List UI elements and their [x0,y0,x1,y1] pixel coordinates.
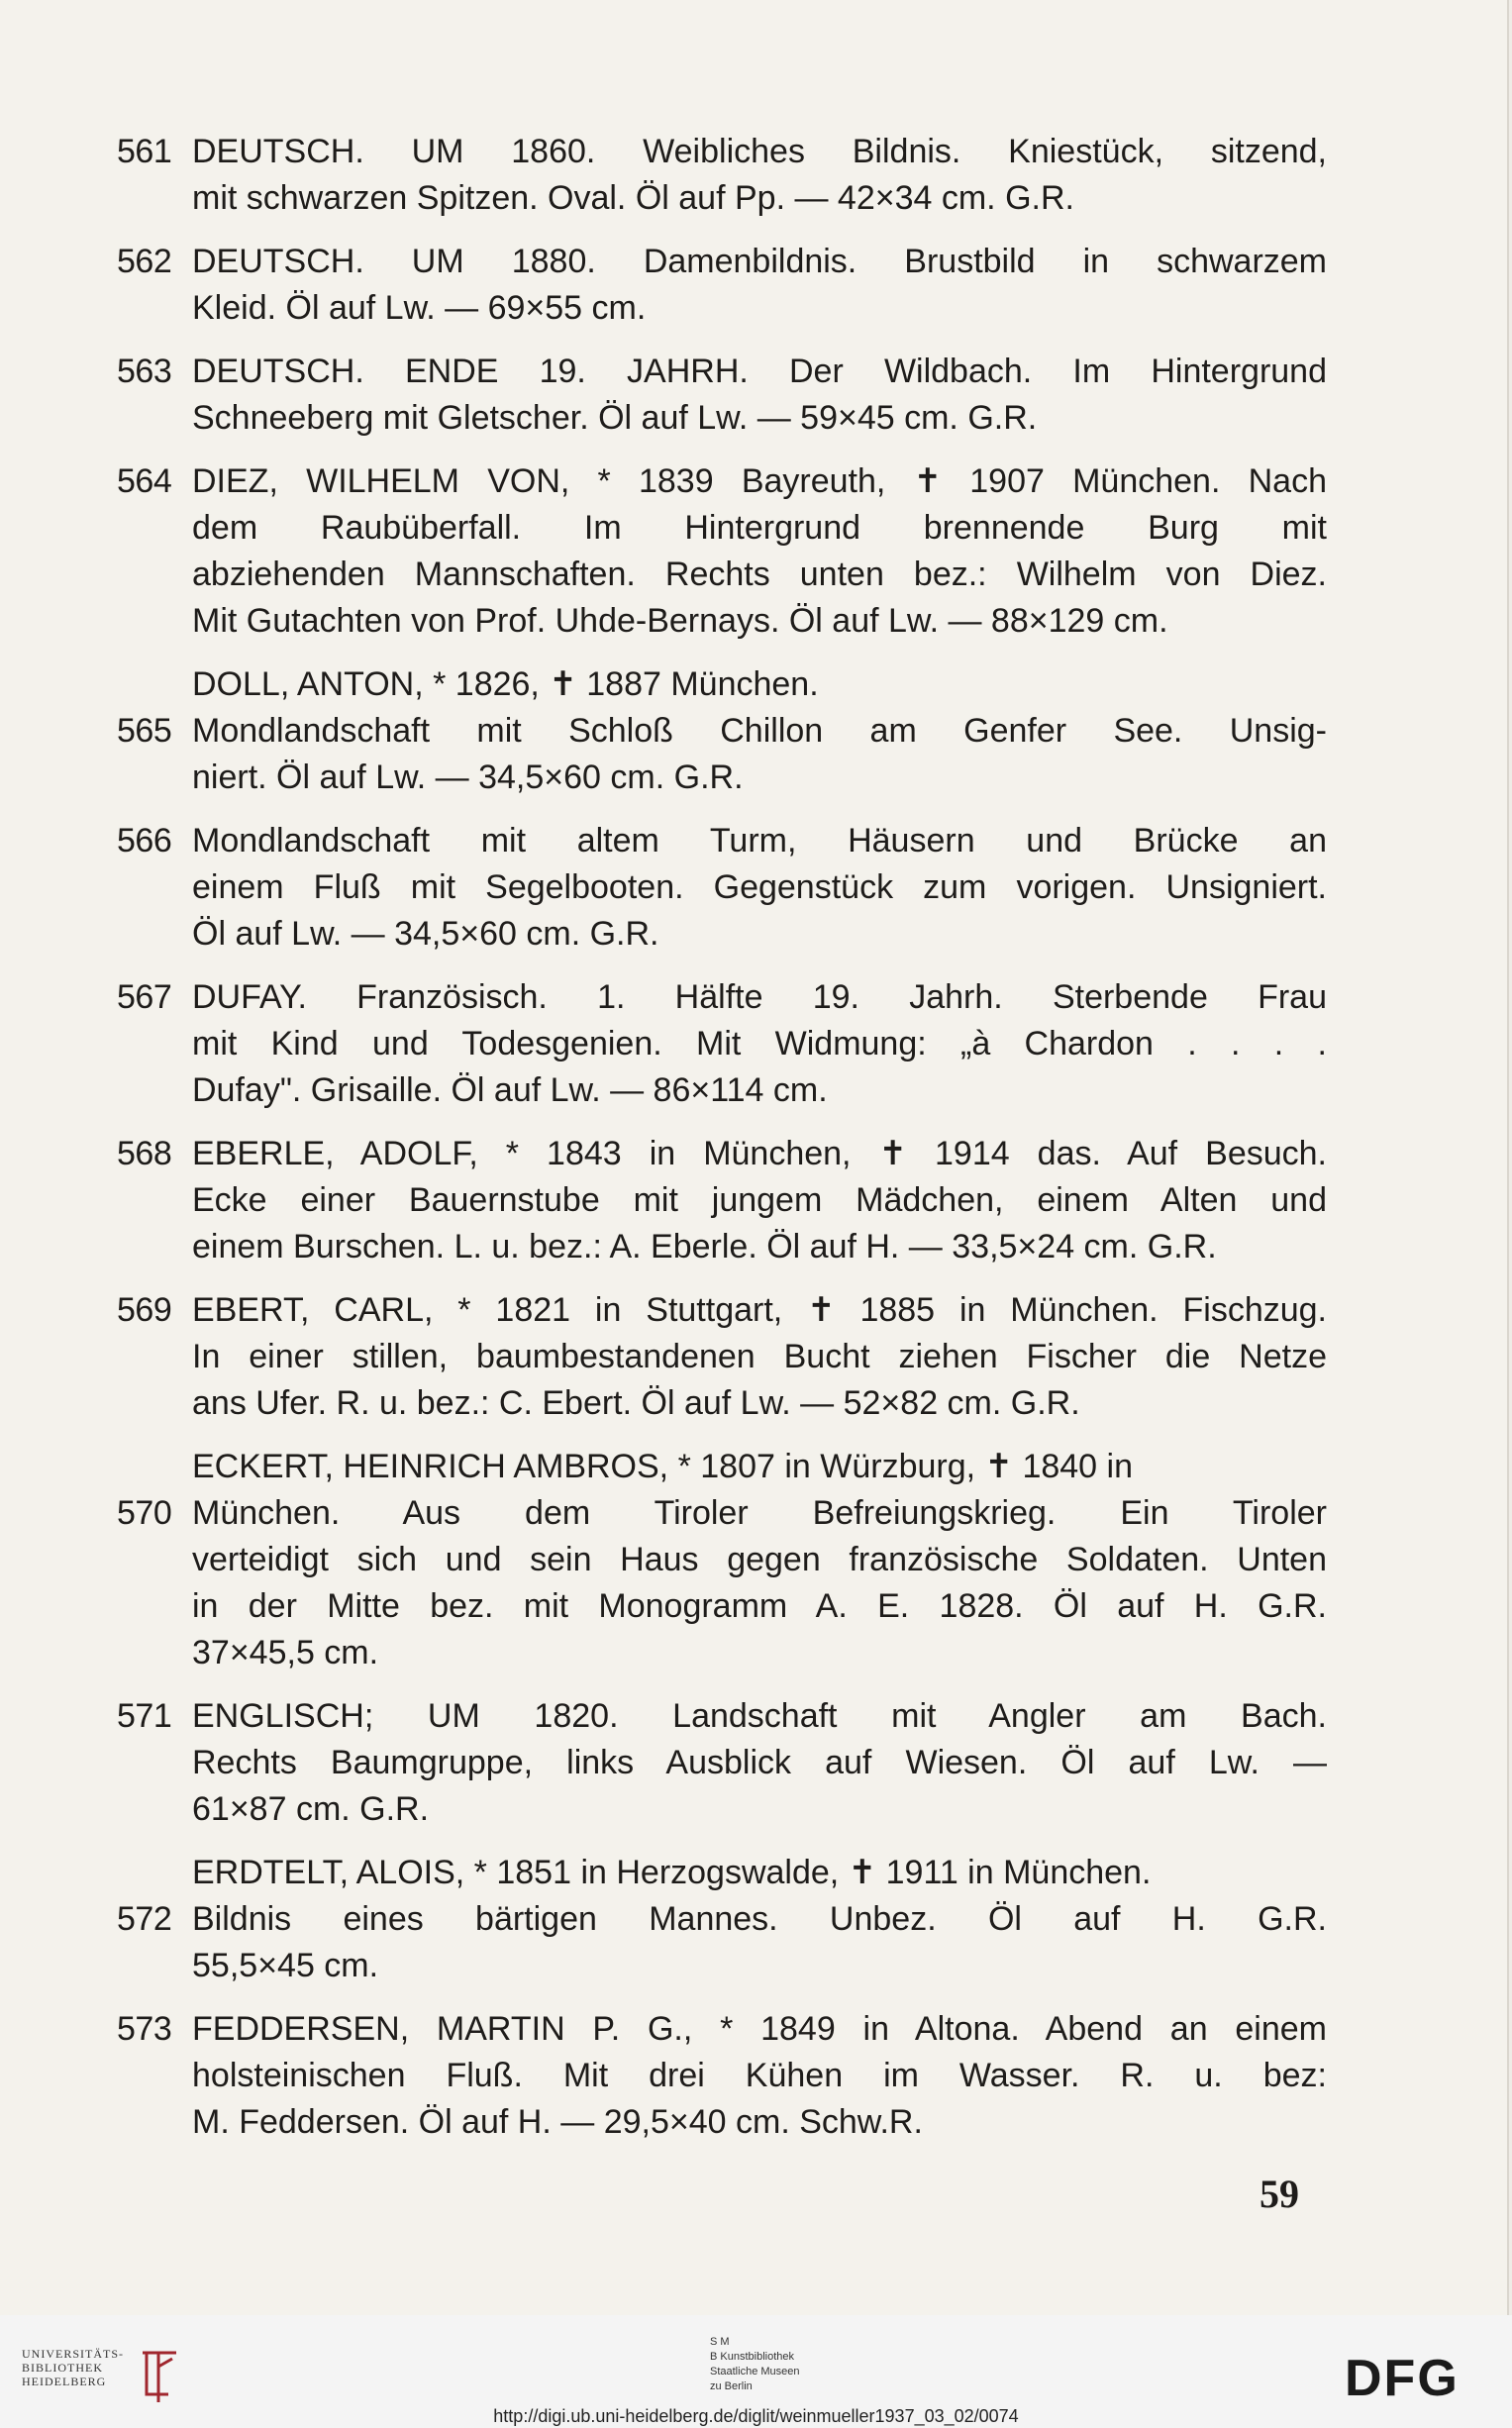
entry-line: Kleid. Öl auf Lw. — 69×55 cm. [192,289,647,327]
library-mark-icon [139,2347,180,2404]
entry-line: DUFAY. Französisch. 1. Hälfte 19. Jahrh. Sterbende Frau [192,978,1327,1016]
entry-number: 563 [117,353,172,390]
entry-line: In einer stillen, baumbestandenen Bucht ziehen Fischer die Netze [192,1338,1327,1375]
museum-logo-line: zu Berlin [710,2380,753,2392]
entry-line: dem Raubüberfall. Im Hintergrund brennende Burg mit [192,509,1327,547]
catalog-entry [117,458,1327,645]
permalink-url[interactable]: http://digi.ub.uni-heidelberg.de/diglit/weinmueller1937_03_02/0074 [493,2406,1019,2426]
viewer-footer [0,2315,1512,2428]
entry-line: Mondlandschaft mit Schloß Chillon am Genfer See. Unsig- [192,712,1327,750]
catalog-entry [117,239,1327,332]
catalog-entry [117,974,1327,1114]
library-logo[interactable] [22,2347,124,2388]
entry-text [192,1850,1327,1896]
entry-number: 561 [117,133,172,170]
entry-number: 566 [117,822,172,860]
entry-line: FEDDERSEN, MARTIN P. G., * 1849 in Altona. Abend an einem [192,2010,1327,2048]
entry-line: Öl auf Lw. — 34,5×60 cm. G.R. [192,915,659,953]
entry-line: DIEZ, WILHELM VON, * 1839 Bayreuth, ✝ 1907 München. Nach [192,462,1327,500]
entry-line: ERDTELT, ALOIS, * 1851 in Herzogswalde, ✝ 1911 in München. [192,1854,1152,1891]
entry-line: EBERLE, ADOLF, * 1843 in München, ✝ 1914 das. Auf Besuch. [192,1135,1327,1172]
entry-line: München. Aus dem Tiroler Befreiungskrieg. Ein Tiroler [192,1494,1327,1532]
entry-line: DEUTSCH. UM 1860. Weibliches Bildnis. Kniestück, sitzend, [192,133,1327,170]
entry-number: 567 [117,978,172,1016]
entry-line: Dufay". Grisaille. Öl auf Lw. — 86×114 cm. [192,1071,828,1109]
entry-line: niert. Öl auf Lw. — 34,5×60 cm. G.R. [192,759,744,796]
entry-text [192,661,1327,708]
entry-line: holsteinischen Fluß. Mit drei Kühen im Wasser. R. u. bez: [192,2057,1327,2094]
entry-number: 562 [117,243,172,280]
catalog-entry [117,1693,1327,1833]
entry-number: 569 [117,1291,172,1329]
entry-text [192,708,1327,801]
entry-text [192,239,1327,332]
entry-line: DEUTSCH. UM 1880. Damenbildnis. Brustbild in schwarzem [192,243,1327,280]
entry-line: 37×45,5 cm. [192,1634,379,1671]
catalog-entry [117,1490,1327,1676]
library-name [22,2347,124,2388]
entry-line: verteidigt sich und sein Haus gegen französische Soldaten. Unten [192,1541,1327,1578]
entry-text [192,458,1327,645]
entry-line: EBERT, CARL, * 1821 in Stuttgart, ✝ 1885 in München. Fischzug. [192,1291,1327,1329]
entry-line: Rechts Baumgruppe, links Ausblick auf Wiesen. Öl auf Lw. — [192,1744,1327,1781]
entry-line: 61×87 cm. G.R. [192,1790,430,1828]
entry-line: einem Fluß mit Segelbooten. Gegenstück zum vorigen. Unsigniert. [192,868,1327,906]
catalog-entry [117,1444,1327,1490]
museum-logo-line: S M [710,2336,730,2348]
catalog-entries [117,129,1327,2163]
entry-text [192,2006,1327,2146]
catalog-entry [117,1850,1327,1896]
catalog-entry [117,2006,1327,2146]
museum-logo-line: B Kunstbibliothek [710,2351,794,2363]
entry-text [192,349,1327,442]
page-number: 59 [1260,2172,1299,2216]
entry-text [192,1693,1327,1833]
entry-number: 572 [117,1900,172,1938]
dfg-logo[interactable]: DFG [1345,2350,1460,2407]
entry-line: ENGLISCH; UM 1820. Landschaft mit Angler am Bach. [192,1697,1327,1735]
museum-logo[interactable] [710,2335,800,2394]
entry-text [192,974,1327,1114]
entry-text [192,129,1327,222]
entry-line: ECKERT, HEINRICH AMBROS, * 1807 in Würzburg, ✝ 1840 in [192,1448,1133,1485]
entry-text [192,1131,1327,1270]
entry-line: mit schwarzen Spitzen. Oval. Öl auf Pp. — 42×34 cm. G.R. [192,179,1074,217]
entry-line: einem Burschen. L. u. bez.: A. Eberle. Öl auf H. — 33,5×24 cm. G.R. [192,1228,1217,1265]
entry-line: in der Mitte bez. mit Monogramm A. E. 1828. Öl auf H. G.R. [192,1587,1327,1625]
catalog-entry [117,708,1327,801]
entry-line: Mondlandschaft mit altem Turm, Häusern und Brücke an [192,822,1327,860]
entry-line: DEUTSCH. ENDE 19. JAHRH. Der Wildbach. Im Hintergrund [192,353,1327,390]
entry-text [192,1287,1327,1427]
library-name-line: BIBLIOTHEK [22,2361,103,2375]
entry-number: 564 [117,462,172,500]
catalog-entry [117,818,1327,958]
entry-line: Ecke einer Bauernstube mit jungem Mädchen, einem Alten und [192,1181,1327,1219]
catalog-entry [117,661,1327,708]
entry-number: 570 [117,1494,172,1532]
entry-number: 565 [117,712,172,750]
entry-text [192,1490,1327,1676]
entry-number: 568 [117,1135,172,1172]
entry-line: DOLL, ANTON, * 1826, ✝ 1887 München. [192,665,819,703]
entry-line: Mit Gutachten von Prof. Uhde-Bernays. Öl auf Lw. — 88×129 cm. [192,602,1168,640]
entry-number: 571 [117,1697,172,1735]
entry-line: Bildnis eines bärtigen Mannes. Unbez. Öl auf H. G.R. [192,1900,1327,1938]
entry-text [192,818,1327,958]
entry-line: M. Feddersen. Öl auf H. — 29,5×40 cm. Schw.R. [192,2103,923,2141]
entry-line: abziehenden Mannschaften. Rechts unten bez.: Wilhelm von Diez. [192,556,1327,593]
entry-line: ans Ufer. R. u. bez.: C. Ebert. Öl auf Lw. — 52×82 cm. G.R. [192,1384,1080,1422]
entry-text [192,1444,1327,1490]
catalog-entry [117,1287,1327,1427]
entry-line: mit Kind und Todesgenien. Mit Widmung: „à Chardon . . . . [192,1025,1327,1062]
catalog-entry [117,1131,1327,1270]
museum-logo-line: Staatliche Museen [710,2366,800,2377]
library-name-line: UNIVERSITÄTS- [22,2347,124,2361]
entry-number: 573 [117,2010,172,2048]
entry-line: 55,5×45 cm. [192,1947,379,1984]
catalog-entry [117,129,1327,222]
entry-line: Schneeberg mit Gletscher. Öl auf Lw. — 59×45 cm. G.R. [192,399,1038,437]
library-name-line: HEIDELBERG [22,2375,107,2388]
catalog-entry [117,1896,1327,1989]
entry-text [192,1896,1327,1989]
catalog-entry [117,349,1327,442]
